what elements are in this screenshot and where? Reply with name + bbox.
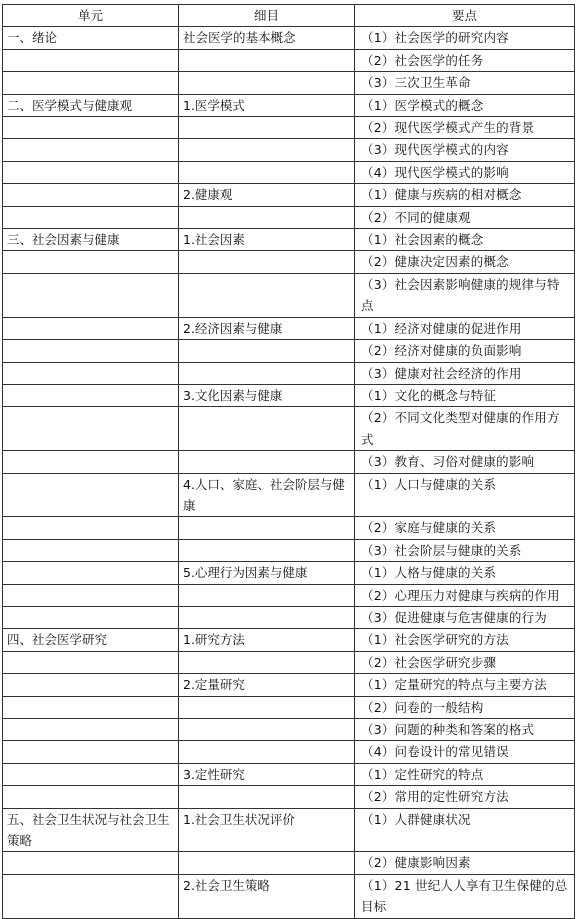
unit-cell (3, 340, 179, 362)
unit-cell (3, 161, 179, 183)
detail-cell (179, 696, 355, 718)
detail-cell: 1.研究方法 (179, 629, 355, 651)
unit-cell (3, 49, 179, 71)
unit-cell (3, 763, 179, 785)
unit-cell (3, 606, 179, 628)
header-detail: 细目 (179, 5, 355, 27)
detail-cell (179, 786, 355, 808)
table-row (3, 874, 575, 918)
unit-cell (3, 584, 179, 606)
unit-cell (3, 317, 179, 339)
detail-cell: 社会医学的基本概念 (179, 27, 355, 49)
detail-cell: 5.心理行为因素与健康 (179, 562, 355, 584)
detail-cell (179, 362, 355, 384)
unit-cell (3, 206, 179, 228)
detail-cell (179, 251, 355, 273)
table-row (3, 808, 575, 852)
table-row (3, 539, 575, 561)
point-cell: （2）家庭与健康的关系 (355, 517, 575, 539)
unit-cell (3, 651, 179, 673)
unit-cell (3, 874, 179, 918)
point-cell: （1）21 世纪人人享有卫生保健的总目标 (355, 874, 575, 918)
point-cell: （3）健康对社会经济的作用 (355, 362, 575, 384)
detail-cell: 1.社会因素 (179, 229, 355, 251)
header-row (3, 5, 575, 27)
table-row (3, 49, 575, 71)
detail-cell (179, 139, 355, 161)
unit-cell (3, 184, 179, 206)
detail-cell: 3.定性研究 (179, 763, 355, 785)
point-cell: （3）三次卫生革命 (355, 72, 575, 94)
unit-cell (3, 696, 179, 718)
point-cell: （2）不同的健康观 (355, 206, 575, 228)
point-cell: （1）定量研究的特点与主要方法 (355, 674, 575, 696)
detail-cell: 2.社会卫生策略 (179, 874, 355, 918)
table-row (3, 384, 575, 406)
unit-cell (3, 451, 179, 473)
point-cell: （1）定性研究的特点 (355, 763, 575, 785)
detail-cell: 2.经济因素与健康 (179, 317, 355, 339)
unit-cell: 四、社会医学研究 (3, 629, 179, 651)
table-row (3, 741, 575, 763)
table-row (3, 117, 575, 139)
table-row (3, 27, 575, 49)
table-row (3, 407, 575, 451)
point-cell: （3）现代医学模式的内容 (355, 139, 575, 161)
table-row (3, 251, 575, 273)
table-row (3, 473, 575, 517)
point-cell: （1）人格与健康的关系 (355, 562, 575, 584)
unit-cell (3, 539, 179, 561)
detail-cell: 2.健康观 (179, 184, 355, 206)
unit-cell (3, 117, 179, 139)
point-cell: （2）现代医学模式产生的背景 (355, 117, 575, 139)
point-cell: （1）社会医学研究的方法 (355, 629, 575, 651)
detail-cell: 2.定量研究 (179, 674, 355, 696)
unit-cell (3, 852, 179, 874)
unit-cell: 二、医学模式与健康观 (3, 94, 179, 116)
unit-cell (3, 72, 179, 94)
point-cell: （1）健康与疾病的相对概念 (355, 184, 575, 206)
detail-cell: 3.文化因素与健康 (179, 384, 355, 406)
unit-cell: 一、绪论 (3, 27, 179, 49)
detail-cell (179, 340, 355, 362)
point-cell: （2）常用的定性研究方法 (355, 786, 575, 808)
table-row (3, 94, 575, 116)
point-cell: （1）人口与健康的关系 (355, 473, 575, 517)
point-cell: （2）社会医学的任务 (355, 49, 575, 71)
detail-cell: 4.人口、家庭、社会阶层与健康 (179, 473, 355, 517)
point-cell: （3）社会因素影响健康的规律与特点 (355, 273, 575, 317)
table-row (3, 184, 575, 206)
unit-cell (3, 741, 179, 763)
point-cell: （1）医学模式的概念 (355, 94, 575, 116)
detail-cell (179, 117, 355, 139)
table-row (3, 451, 575, 473)
point-cell: （3）教育、习俗对健康的影响 (355, 451, 575, 473)
table-row (3, 206, 575, 228)
detail-cell (179, 584, 355, 606)
table-row (3, 139, 575, 161)
table-row (3, 317, 575, 339)
table-row (3, 852, 575, 874)
table-row (3, 72, 575, 94)
table-row (3, 629, 575, 651)
table-row (3, 517, 575, 539)
detail-cell: 1.社会卫生状况评价 (179, 808, 355, 852)
unit-cell (3, 674, 179, 696)
detail-cell (179, 852, 355, 874)
table-row (3, 786, 575, 808)
table-row (3, 651, 575, 673)
unit-cell (3, 251, 179, 273)
detail-cell: 1.医学模式 (179, 94, 355, 116)
point-cell: （2）问卷的一般结构 (355, 696, 575, 718)
unit-cell (3, 517, 179, 539)
header-unit: 单元 (3, 5, 179, 27)
detail-cell (179, 606, 355, 628)
table-row (3, 696, 575, 718)
point-cell: （1）社会因素的概念 (355, 229, 575, 251)
header-point: 要点 (355, 5, 575, 27)
point-cell: （2）经济对健康的负面影响 (355, 340, 575, 362)
detail-cell (179, 451, 355, 473)
detail-cell (179, 206, 355, 228)
detail-cell (179, 72, 355, 94)
unit-cell: 五、社会卫生状况与社会卫生策略 (3, 808, 179, 852)
detail-cell (179, 741, 355, 763)
table-row (3, 763, 575, 785)
unit-cell (3, 407, 179, 451)
point-cell: （3）促进健康与危害健康的行为 (355, 606, 575, 628)
table-row (3, 562, 575, 584)
point-cell: （2）心理压力对健康与疾病的作用 (355, 584, 575, 606)
point-cell: （1）文化的概念与特征 (355, 384, 575, 406)
detail-cell (179, 273, 355, 317)
table-row (3, 362, 575, 384)
unit-cell (3, 786, 179, 808)
table-row (3, 161, 575, 183)
point-cell: （2）社会医学研究步骤 (355, 651, 575, 673)
table-row (3, 674, 575, 696)
table-row (3, 719, 575, 741)
detail-cell (179, 49, 355, 71)
detail-cell (179, 407, 355, 451)
point-cell: （3）问题的种类和答案的格式 (355, 719, 575, 741)
table-row (3, 340, 575, 362)
unit-cell (3, 719, 179, 741)
point-cell: （2）健康决定因素的概念 (355, 251, 575, 273)
point-cell: （1）人群健康状况 (355, 808, 575, 852)
detail-cell (179, 719, 355, 741)
unit-cell (3, 139, 179, 161)
table-row (3, 606, 575, 628)
syllabus-table (2, 4, 575, 919)
unit-cell (3, 473, 179, 517)
unit-cell (3, 384, 179, 406)
detail-cell (179, 651, 355, 673)
table-body (3, 27, 575, 918)
point-cell: （3）社会阶层与健康的关系 (355, 539, 575, 561)
table-row (3, 584, 575, 606)
point-cell: （4）现代医学模式的影响 (355, 161, 575, 183)
detail-cell (179, 539, 355, 561)
unit-cell: 三、社会因素与健康 (3, 229, 179, 251)
point-cell: （1）经济对健康的促进作用 (355, 317, 575, 339)
unit-cell (3, 562, 179, 584)
detail-cell (179, 517, 355, 539)
unit-cell (3, 362, 179, 384)
point-cell: （2）健康影响因素 (355, 852, 575, 874)
point-cell: （4）问卷设计的常见错误 (355, 741, 575, 763)
detail-cell (179, 161, 355, 183)
unit-cell (3, 273, 179, 317)
table-row (3, 229, 575, 251)
point-cell: （2）不同文化类型对健康的作用方式 (355, 407, 575, 451)
table-row (3, 273, 575, 317)
point-cell: （1）社会医学的研究内容 (355, 27, 575, 49)
